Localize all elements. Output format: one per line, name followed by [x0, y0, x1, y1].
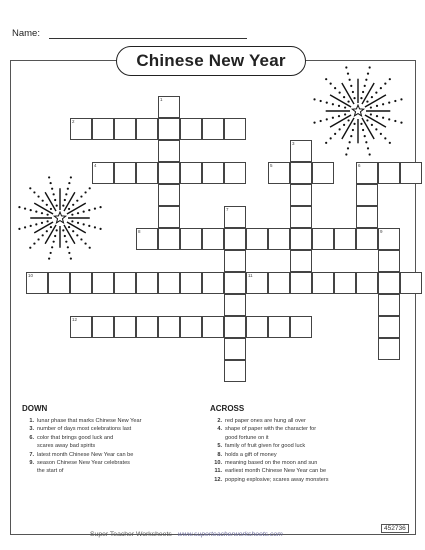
crossword-cell[interactable] [246, 316, 268, 338]
crossword-cell[interactable] [92, 272, 114, 294]
crossword-cell[interactable] [290, 162, 312, 184]
crossword-cell[interactable] [312, 272, 334, 294]
clue-item [22, 459, 141, 476]
crossword-cell[interactable] [378, 250, 400, 272]
crossword-cell[interactable] [378, 272, 400, 294]
crossword-cell[interactable] [290, 250, 312, 272]
clue-number: 5. [217, 443, 222, 450]
crossword-cell[interactable] [312, 162, 334, 184]
clue-number-label: 8 [138, 229, 141, 234]
crossword-cell[interactable] [224, 316, 246, 338]
crossword-cell[interactable] [136, 118, 158, 140]
clue-number: 4. [217, 426, 222, 433]
clue-number: 11. [214, 468, 222, 475]
crossword-cell[interactable] [180, 118, 202, 140]
crossword-cell[interactable] [202, 162, 224, 184]
crossword-cell[interactable] [158, 184, 180, 206]
clue-number-label: 12 [72, 317, 78, 322]
footer-url[interactable]: www.superteacherworksheets.com [177, 531, 283, 538]
crossword-cell[interactable] [224, 250, 246, 272]
crossword-cell[interactable] [312, 228, 334, 250]
crossword-cell[interactable] [334, 272, 356, 294]
clue-text: color that brings good luck and scares away bad spirits [37, 434, 114, 450]
across-clues [210, 404, 329, 484]
crossword-cell[interactable] [158, 206, 180, 228]
crossword-cell[interactable] [158, 316, 180, 338]
clue-text: holds a gift of money [225, 451, 277, 458]
name-label: Name: [12, 28, 40, 39]
crossword-cell[interactable] [202, 118, 224, 140]
clue-text: red paper ones are hung all over [225, 418, 306, 424]
clue-number-label: 10 [28, 273, 34, 278]
crossword-cell[interactable] [334, 228, 356, 250]
crossword-cell[interactable] [158, 162, 180, 184]
clue-item [210, 467, 329, 475]
crossword-cell[interactable] [114, 316, 136, 338]
clue-number-label: 4 [94, 163, 97, 168]
firework-icon [313, 66, 403, 156]
clue-number-label: 7 [226, 207, 229, 212]
clue-item [210, 425, 329, 442]
crossword-cell[interactable] [224, 118, 246, 140]
crossword-cell[interactable] [180, 228, 202, 250]
crossword-cell[interactable] [378, 162, 400, 184]
clue-number: 3. [29, 426, 34, 433]
footer [90, 531, 283, 538]
crossword-cell[interactable] [158, 118, 180, 140]
crossword-cell[interactable] [400, 272, 422, 294]
crossword-cell[interactable] [290, 206, 312, 228]
clue-text: season Chinese New Year celebrates the start of [37, 460, 130, 475]
crossword-cell[interactable] [378, 294, 400, 316]
clue-text: family of fruit given for good luck [225, 443, 306, 450]
clue-text: earliest month Chinese New Year can be [225, 468, 327, 475]
crossword-cell[interactable] [202, 272, 224, 294]
clue-item [22, 434, 141, 451]
crossword-cell[interactable] [246, 228, 268, 250]
crossword-cell[interactable] [158, 140, 180, 162]
crossword-cell[interactable] [290, 316, 312, 338]
across-heading: ACROSS [210, 404, 245, 413]
clue-item [22, 425, 141, 433]
crossword-cell[interactable] [356, 228, 378, 250]
clue-number: 12. [214, 476, 222, 483]
clue-text: latest month Chinese New Year can be [37, 451, 134, 458]
clue-text: shape of paper with the character for good fortune on it [225, 426, 317, 441]
crossword-cell[interactable] [180, 162, 202, 184]
crossword-cell[interactable] [356, 206, 378, 228]
crossword-cell[interactable] [290, 228, 312, 250]
crossword-cell[interactable] [114, 162, 136, 184]
footer-separator: - [171, 531, 178, 538]
crossword-cell[interactable] [268, 272, 290, 294]
clue-number: 1. [29, 418, 34, 424]
clue-number-label: 1 [160, 97, 163, 102]
down-heading: DOWN [22, 404, 48, 413]
clue-item [22, 451, 141, 459]
crossword-cell[interactable] [136, 272, 158, 294]
clue-number: 8. [217, 451, 222, 458]
clue-item [210, 459, 329, 467]
clue-number: 10. [214, 460, 222, 467]
crossword-cell[interactable] [224, 338, 246, 360]
crossword-cell[interactable] [378, 338, 400, 360]
clue-number-label: 2 [72, 119, 75, 124]
clue-text: number of days most celebrations last [37, 426, 132, 433]
crossword-cell[interactable] [158, 228, 180, 250]
clue-number: 9. [29, 460, 34, 467]
crossword-cell[interactable] [136, 316, 158, 338]
crossword-cell[interactable] [268, 228, 290, 250]
firework-icon [18, 176, 102, 260]
crossword-cell[interactable] [202, 228, 224, 250]
crossword-cell[interactable] [70, 272, 92, 294]
clue-item [22, 417, 141, 425]
crossword-cell[interactable] [136, 162, 158, 184]
clue-item [210, 417, 329, 425]
clue-number-label: 11 [248, 273, 253, 278]
clue-text: popping explosive; scares away monsters [225, 476, 329, 483]
crossword-cell[interactable] [92, 118, 114, 140]
clue-number: 2. [217, 418, 222, 424]
crossword-cell[interactable] [356, 184, 378, 206]
crossword-cell[interactable] [92, 316, 114, 338]
crossword-cell[interactable] [268, 316, 290, 338]
crossword-cell[interactable] [224, 272, 246, 294]
crossword-cell[interactable] [114, 118, 136, 140]
crossword-cell[interactable] [114, 272, 136, 294]
crossword-cell[interactable] [180, 316, 202, 338]
clue-item [210, 442, 329, 450]
clue-item [210, 476, 329, 484]
crossword-cell[interactable] [224, 360, 246, 382]
clue-text: lunar phase that marks Chinese New Year [37, 418, 142, 424]
name-line[interactable] [49, 38, 247, 39]
crossword-cell[interactable] [356, 272, 378, 294]
crossword-cell[interactable] [378, 316, 400, 338]
crossword-cell[interactable] [180, 272, 202, 294]
clue-number-label: 9 [380, 229, 383, 234]
clue-number-label: 5 [270, 163, 273, 168]
crossword-cell[interactable] [224, 162, 246, 184]
clue-number: 7. [29, 451, 34, 458]
clue-text: meaning based on the moon and sun [225, 460, 318, 467]
down-clues [22, 404, 141, 476]
clue-item [210, 451, 329, 459]
crossword-cell[interactable] [158, 272, 180, 294]
worksheet-code: 452736 [381, 524, 409, 533]
worksheet-title: Chinese New Year [116, 46, 306, 76]
clue-number-label: 6 [358, 163, 361, 168]
clue-number-label: 3 [292, 141, 295, 146]
crossword-cell[interactable] [290, 272, 312, 294]
crossword-cell[interactable] [48, 272, 70, 294]
crossword-cell[interactable] [290, 184, 312, 206]
crossword-cell[interactable] [400, 162, 422, 184]
crossword-cell[interactable] [224, 228, 246, 250]
clue-number: 6. [29, 434, 34, 441]
crossword-cell[interactable] [224, 294, 246, 316]
crossword-cell[interactable] [202, 316, 224, 338]
footer-brand: Super Teacher Worksheets [90, 531, 172, 538]
